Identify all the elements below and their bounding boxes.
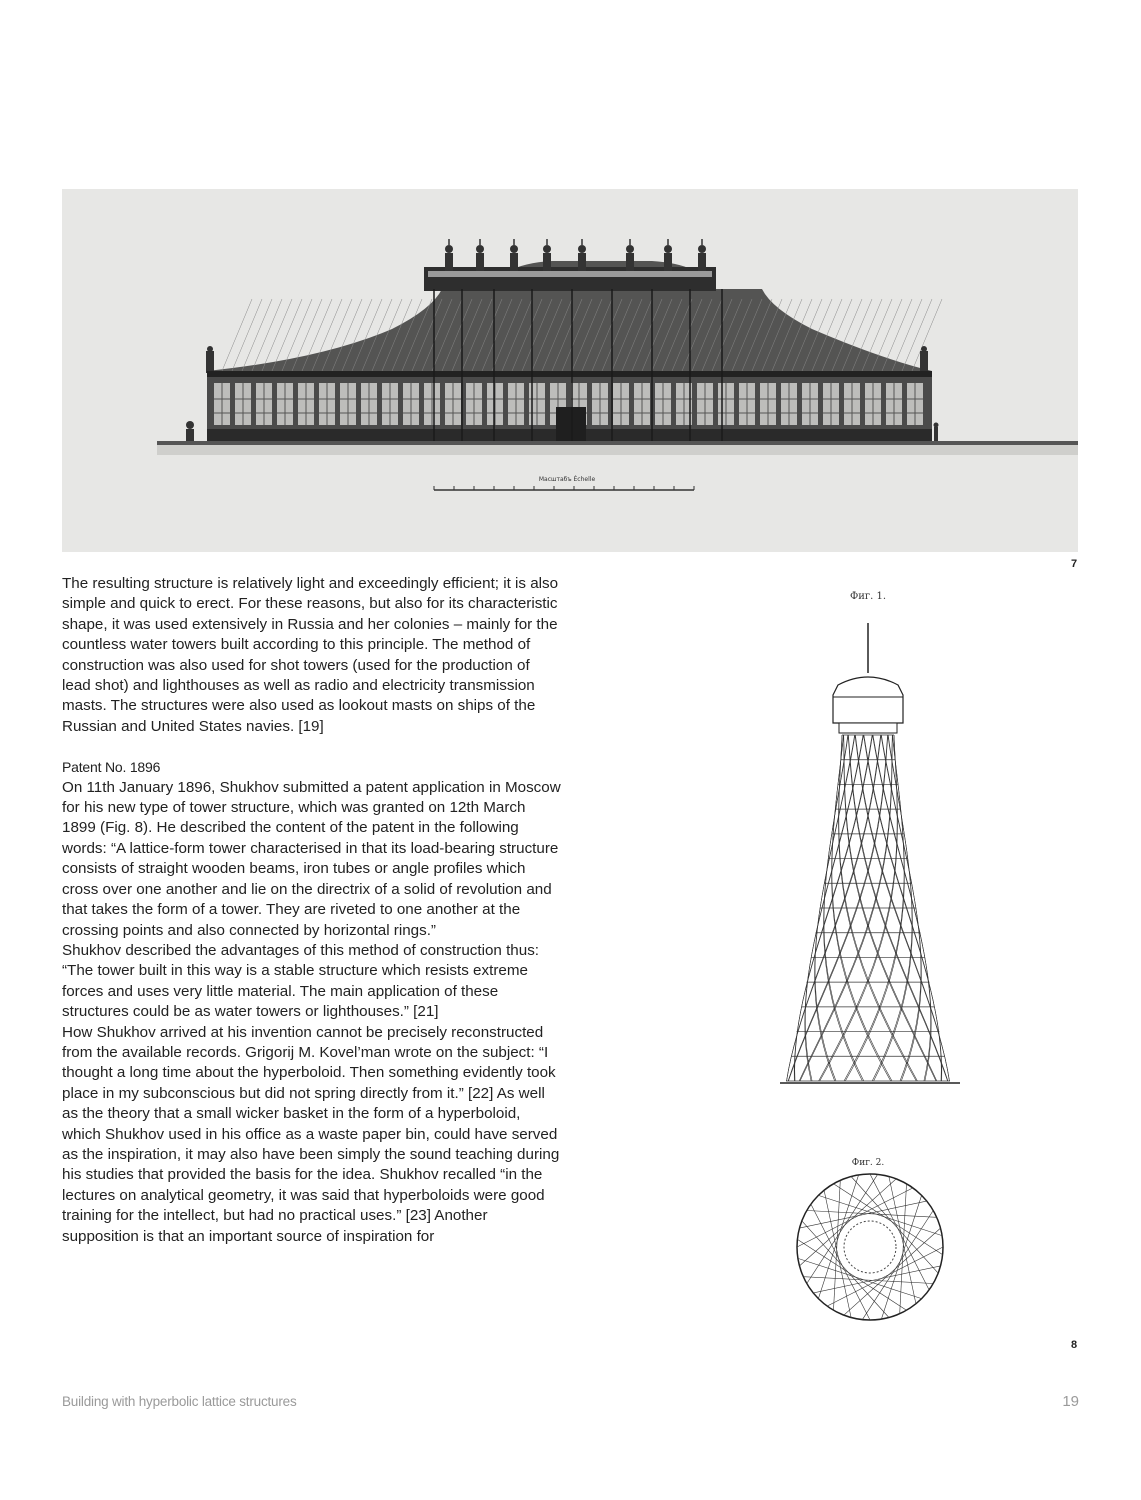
figure-7-pavilion-drawing [62, 189, 1078, 552]
figure-8-caption-1: Фиг. 1. [849, 591, 887, 602]
page-number: 19 [1062, 1393, 1079, 1410]
pavilion-elevation-illustration [62, 189, 1078, 552]
figure-8-patent-drawing [735, 585, 1010, 1345]
body-text-column [62, 574, 562, 1247]
paragraph-2: On 11th January 1896, Shukhov submitted a patent application in Moscow for his new type of tower structure, which was granted on 12th March 1899 (Fig. 8). He described the content of the patent in the following words: “A lattice-form tower characterised in that its load-bearing structure consists of straight wooden beams, iron tubes or angle profiles which cross over one another and lie on the directrix of a solid of revolution and that takes the form of a tower. They are riveted to one another at the crossing points and also connected by horizontal rings.” [62, 778, 561, 939]
figure-7-number: 7 [1071, 558, 1078, 570]
figure-8-caption-2: Фиг. 2. [851, 1158, 885, 1168]
figure-8-number: 8 [1071, 1339, 1078, 1351]
footer-title: Building with hyperbolic lattice structures [62, 1394, 297, 1409]
paragraph-1: The resulting structure is relatively light and exceedingly efficient; it is also simple and quick to erect. For these reasons, but also for its characteristic shape, it was used extensively in Russia and her colonies – mainly for the countless water towers built according to this principle. The method of construction was also used for shot towers (used for the production of lead shot) and lighthouses as well as radio and electricity transmission masts. The structures were also used as lookout masts on ships of the Russian and United States navies. [19] [62, 575, 559, 735]
section-heading-patent: Patent No. 1896 [62, 759, 161, 776]
paragraph-3: Shukhov described the advantages of this method of construction thus: “The tower built in this way is a stable structure which resists extreme forces and uses very little material. The main application of these structures could be as water towers or lighthouses.” [21] [62, 941, 540, 1021]
hyperboloid-tower-illustration [735, 585, 1010, 1345]
paragraph-4: How Shukhov arrived at his invention cannot be precisely reconstructed from the available records. Grigorij M. Kovel’man wrote on the subject: “I thought a long time about the hyperboloid. Then something evidently took place in my subconscious but did not spring directly from it.” [22] As well as the theory that a small wicker basket in the form of a hyperboloid, which Shukhov used in his office as a waste paper bin, could have served as the inspiration, it may also have been simply the sound teaching during his studies that provided the basis for the idea. Shukhov recalled “in the lectures on analytical geometry, it was said that hyperboloids were good training for the intellect, but had no practical uses.” [23] Another supposition is that an important source of inspiration for [62, 1023, 560, 1245]
scale-bar-label: Масштабъ Échelle [538, 476, 596, 483]
